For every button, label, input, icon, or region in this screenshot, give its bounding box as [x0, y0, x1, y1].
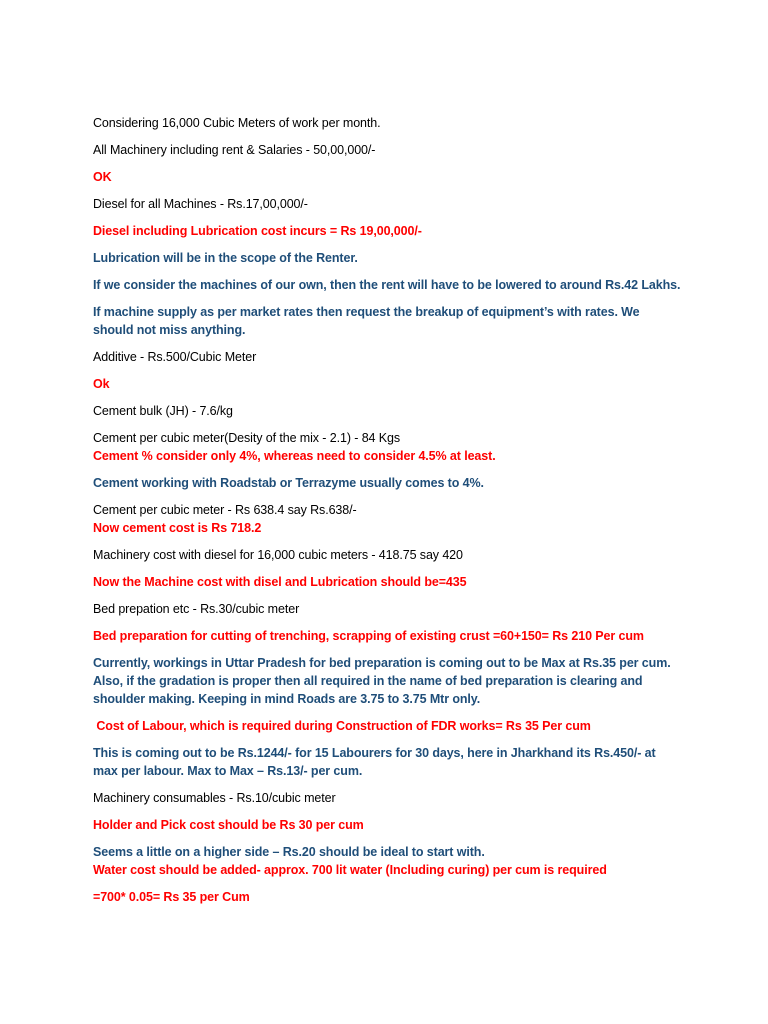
text-line-17: Machinery cost with diesel for 16,000 cubic meters - 418.75 say 420 — [93, 548, 463, 562]
document-body — [93, 114, 683, 906]
text-line-15: Cement per cubic meter - Rs 638.4 say Rs.638/- — [93, 503, 357, 517]
text-line-11: Cement bulk (JH) - 7.6/kg — [93, 404, 233, 418]
text-line-14: Cement working with Roadstab or Terrazyme usually comes to 4%. — [93, 476, 484, 490]
text-line-23: This is coming out to be Rs.1244/- for 15 Labourers for 30 days, here in Jharkhand its Rs.450/- at max per labour. Max to Max – Rs.13/- per cum. — [93, 746, 656, 778]
text-line-26: Seems a little on a higher side – Rs.20 should be ideal to start with. — [93, 845, 485, 859]
text-line-9: Additive - Rs.500/Cubic Meter — [93, 350, 257, 364]
text-line-25: Holder and Pick cost should be Rs 30 per cum — [93, 818, 364, 832]
text-line-28: =700* 0.05= Rs 35 per Cum — [93, 890, 250, 904]
text-line-8: If machine supply as per market rates then request the breakup of equipment’s with rates. We should not miss anything. — [93, 305, 640, 337]
text-line-20: Bed preparation for cutting of trenching, scrapping of existing crust =60+150= Rs 210 Per cum — [93, 629, 644, 643]
text-line-13: Cement % consider only 4%, whereas need to consider 4.5% at least. — [93, 449, 496, 463]
text-line-4: Diesel for all Machines - Rs.17,00,000/- — [93, 197, 308, 211]
text-line-24: Machinery consumables - Rs.10/cubic meter — [93, 791, 336, 805]
text-line-1: Considering 16,000 Cubic Meters of work per month. — [93, 116, 381, 130]
text-line-16: Now cement cost is Rs 718.2 — [93, 521, 262, 535]
text-line-22: Cost of Labour, which is required during Construction of FDR works= Rs 35 Per cum — [93, 719, 591, 733]
text-line-6: Lubrication will be in the scope of the Renter. — [93, 251, 358, 265]
text-line-2: All Machinery including rent & Salaries - 50,00,000/- — [93, 143, 376, 157]
text-line-27: Water cost should be added- approx. 700 lit water (Including curing) per cum is required — [93, 863, 607, 877]
text-line-12: Cement per cubic meter(Desity of the mix - 2.1) - 84 Kgs — [93, 431, 401, 445]
text-line-18: Now the Machine cost with disel and Lubrication should be=435 — [93, 575, 467, 589]
text-line-3: OK — [93, 170, 112, 184]
text-line-21: Currently, workings in Uttar Pradesh for bed preparation is coming out to be Max at Rs.35 per cum. Also, if the gradation is proper then all required in the name of bed preparation is clearing and shoulder making. Keeping in mind Roads are 3.75 to 3.75 Mtr only. — [93, 656, 671, 706]
text-line-10: Ok — [93, 377, 110, 391]
text-line-7: If we consider the machines of our own, then the rent will have to be lowered to around Rs.42 Lakhs. — [93, 278, 681, 292]
text-line-19: Bed prepation etc - Rs.30/cubic meter — [93, 602, 300, 616]
text-line-5: Diesel including Lubrication cost incurs = Rs 19,00,000/- — [93, 224, 422, 238]
